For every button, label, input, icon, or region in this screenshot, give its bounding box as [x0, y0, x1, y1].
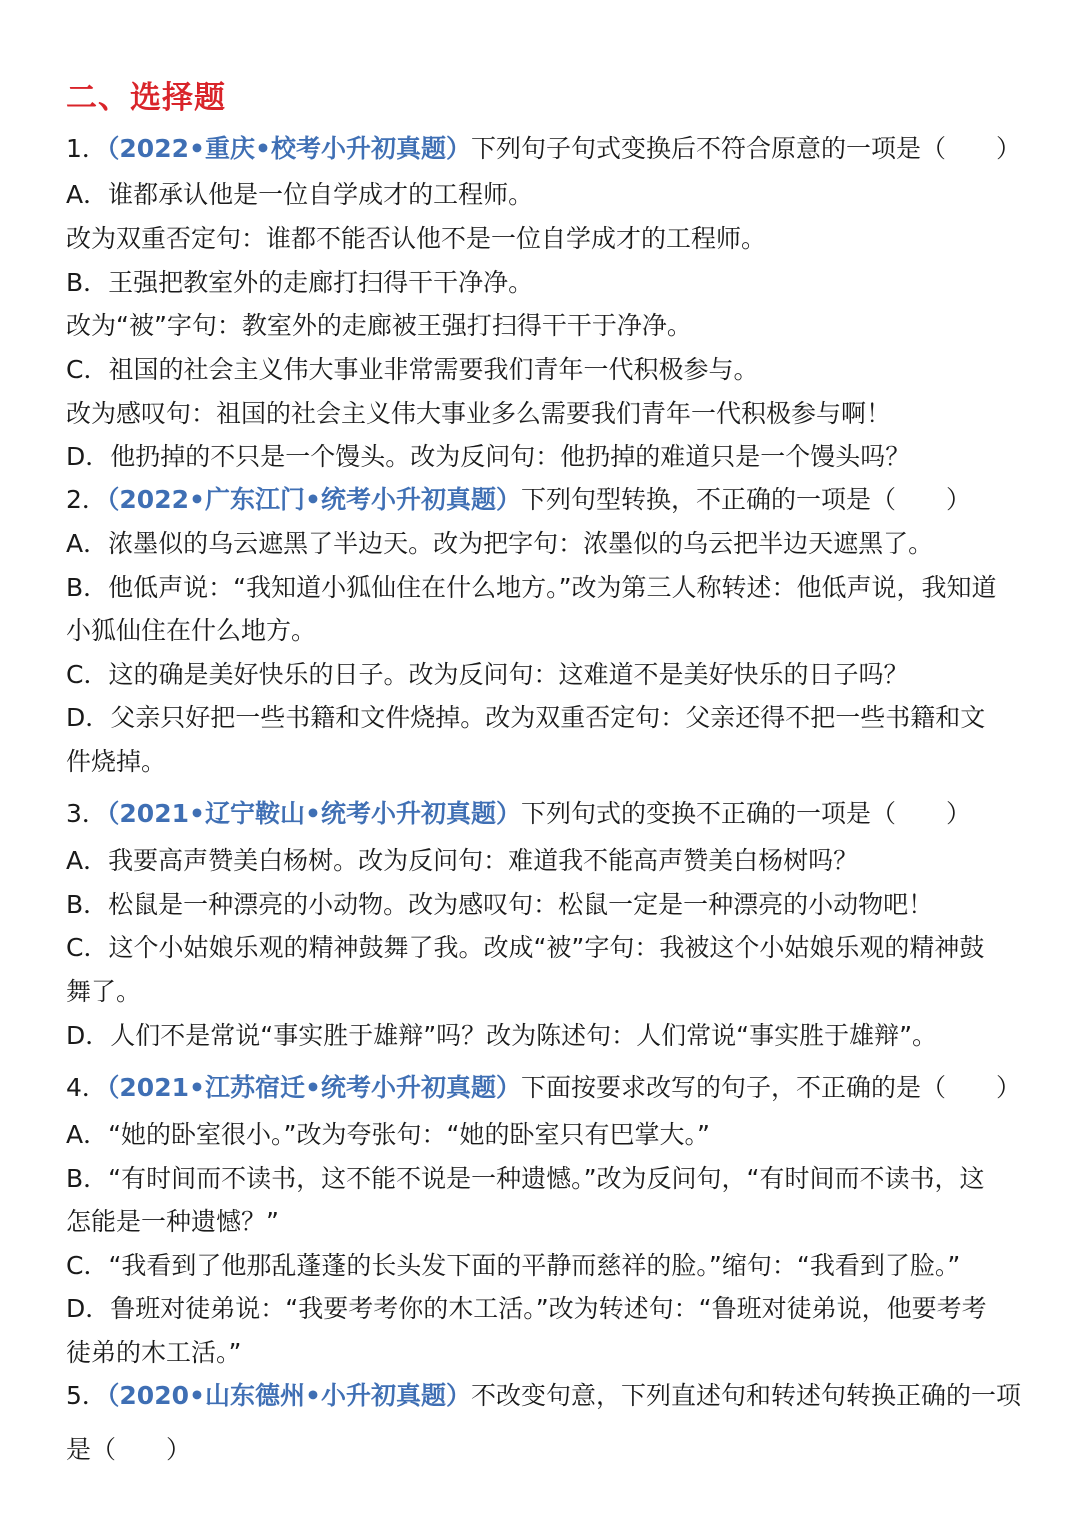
- question-1-line: D．他扔掉的不只是一个馒头。改为反问句：他扔掉的难道只是一个馒头吗？: [66, 442, 911, 471]
- question-4-line: A．“她的卧室很小。”改为夸张句：“她的卧室只有巴掌大。”: [66, 1120, 710, 1149]
- question-1-line: A．谁都承认他是一位自学成才的工程师。: [66, 180, 534, 209]
- question-2-line: B．他低声说：“我知道小狐仙住在什么地方。”改为第三人称转述：他低声说，我知道: [66, 573, 997, 602]
- question-3-line: B．松鼠是一种漂亮的小动物。改为感叹句：松鼠一定是一种漂亮的小动物吧！: [66, 890, 934, 919]
- question-3-line: D．人们不是常说“事实胜于雄辩”吗？改为陈述句：人们常说“事实胜于雄辩”。: [66, 1021, 938, 1050]
- question-source: （2022•重庆•校考小升初真题）: [106, 134, 471, 163]
- question-1-line: C．祖国的社会主义伟大事业非常需要我们青年一代积极参与。: [66, 355, 759, 384]
- question-2-line: 件烧掉。: [66, 747, 167, 776]
- question-2-line: 小狐仙住在什么地方。: [66, 616, 317, 645]
- question-source: （2022•广东江门•统考小升初真题）: [106, 485, 521, 514]
- question-1-line: B．王强把教室外的走廊打扫得干干净净。: [66, 268, 534, 297]
- question-source: （2020•山东德州•小升初真题）: [106, 1381, 471, 1410]
- section-title: 二、选择题: [66, 80, 226, 116]
- question-stem: 下列句式的变换不正确的一项是（ ）: [520, 799, 971, 828]
- question-3-line: A．我要高声赞美白杨树。改为反问句：难道我不能高声赞美白杨树吗？: [66, 846, 859, 875]
- question-stem: 下列句型转换，不正确的一项是（ ）: [520, 485, 971, 514]
- question-source: （2021•辽宁鞍山•统考小升初真题）: [106, 799, 521, 828]
- question-4-line: B．“有时间而不读书，这不能不说是一种遗憾。”改为反问句，“有时间而不读书，这: [66, 1164, 985, 1193]
- question-1-line: 改为感叹句：祖国的社会主义伟大事业多么需要我们青年一代积极参与啊！: [66, 399, 892, 428]
- question-4-header: [66, 1070, 1021, 1106]
- question-1-line: 改为双重否定句：谁都不能否认他不是一位自学成才的工程师。: [66, 224, 767, 253]
- question-5-header: [66, 1378, 1021, 1414]
- question-4-line: 徒弟的木工活。”: [66, 1338, 242, 1367]
- question-2-line: D．父亲只好把一些书籍和文件烧掉。改为双重否定句：父亲还得不把一些书籍和文: [66, 703, 986, 732]
- question-stem: 下列句子句式变换后不符合原意的一项是（ ）: [470, 134, 1021, 163]
- question-number: 4．: [66, 1073, 107, 1102]
- question-5-line: 是（ ）: [66, 1435, 192, 1464]
- question-3-line: C．这个小姑娘乐观的精神鼓舞了我。改成“被”字句：我被这个小姑娘乐观的精神鼓: [66, 933, 985, 962]
- question-3-header: [66, 796, 971, 832]
- question-2-line: A．浓墨似的乌云遮黑了半边天。改为把字句：浓墨似的乌云把半边天遮黑了。: [66, 529, 934, 558]
- question-number: 2．: [66, 485, 107, 514]
- question-stem: 不改变句意，下列直述句和转述句转换正确的一项: [470, 1381, 1021, 1410]
- question-3-line: 舞了。: [66, 977, 142, 1006]
- question-number: 1．: [66, 134, 107, 163]
- question-source: （2021•江苏宿迁•统考小升初真题）: [106, 1073, 521, 1102]
- question-2-header: [66, 482, 971, 518]
- question-stem: 下面按要求改写的句子，不正确的是（ ）: [520, 1073, 1021, 1102]
- question-number: 5．: [66, 1381, 107, 1410]
- question-4-line: 怎能是一种遗憾？”: [66, 1207, 279, 1236]
- question-4-line: D．鲁班对徒弟说：“我要考考你的木工活。”改为转述句：“鲁班对徒弟说，他要考考: [66, 1294, 987, 1323]
- question-1-line: 改为“被”字句：教室外的走廊被王强打扫得干干于净净。: [66, 311, 692, 340]
- question-number: 3．: [66, 799, 107, 828]
- question-1-header: [66, 131, 1021, 167]
- question-4-line: C．“我看到了他那乱蓬蓬的长头发下面的平静而慈祥的脸。”缩句：“我看到了脸。”: [66, 1251, 961, 1280]
- question-2-line: C．这的确是美好快乐的日子。改为反问句：这难道不是美好快乐的日子吗？: [66, 660, 909, 689]
